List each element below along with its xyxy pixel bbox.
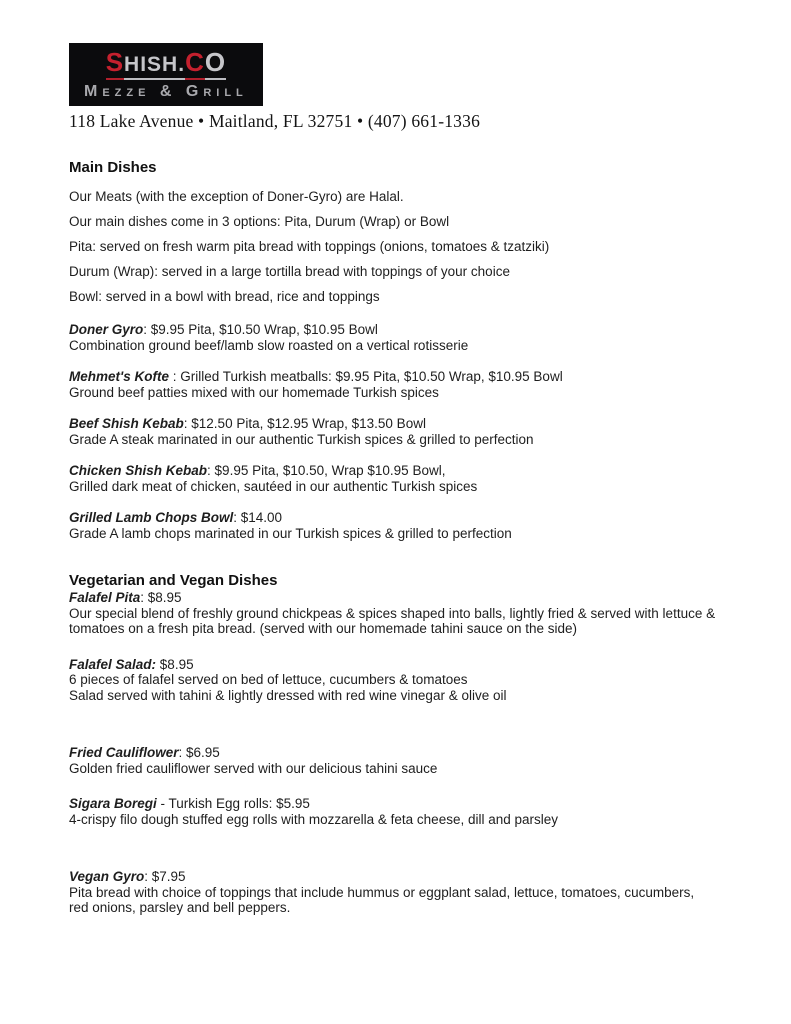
menu-item-grilled-lamb-chops-bowl [69,510,722,541]
intro-line: Bowl: served in a bowl with bread, rice and toppings [69,288,380,304]
main-dishes-intro [69,189,722,305]
menu-item-sigara-boregi [69,796,722,827]
item-price-line: : $14.00 [233,510,283,526]
brand-letter: O [205,50,226,80]
item-price-line: : $9.95 Pita, $10.50 Wrap, $10.95 Bowl [143,322,378,338]
item-name: Falafel Pita [69,590,141,606]
item-name: Fried Cauliflower [69,745,179,761]
item-name: Chicken Shish Kebab [69,463,208,479]
menu-item-falafel-pita [69,590,722,637]
item-desc-line: Golden fried cauliflower served with our delicious tahini sauce [69,760,438,776]
item-desc-line: tomatoes on a fresh pita bread. (served with our homemade tahini sauce on the side) [69,621,578,637]
main-dishes-items [69,322,722,541]
item-desc-line: Combination ground beef/lamb slow roasted on a vertical rotisserie [69,337,469,353]
item-desc-line: red onions, parsley and bell peppers. [69,900,291,916]
menu-item-beef-shish-kebab [69,416,722,447]
brand-tagline: Mezze & Grill [84,82,248,100]
section-main-dishes [69,159,722,542]
item-name: Sigara Boregi [69,796,157,812]
intro-line: Pita: served on fresh warm pita bread with toppings (onions, tomatoes & tzatziki) [69,238,550,254]
item-desc-line: 6 pieces of falafel served on bed of lettuce, cucumbers & tomatoes [69,672,468,688]
item-title-line [69,657,722,673]
item-desc-line: Salad served with tahini & lightly dressed with red wine vinegar & olive oil [69,687,507,703]
intro-line: Our main dishes come in 3 options: Pita, Durum (Wrap) or Bowl [69,213,450,229]
veg-items [69,590,722,916]
item-title-line [69,869,722,885]
section-heading: Vegetarian and Vegan Dishes [69,572,278,590]
item-price-line: $8.95 [156,656,194,672]
item-price-line: : $7.95 [144,869,186,885]
menu-item-vegan-gyro [69,869,722,916]
menu-item-chicken-shish-kebab [69,463,722,494]
item-title-line [69,322,722,338]
item-desc-line: Our special blend of freshly ground chickpeas & spices shaped into balls, lightly fried & served with lettuce & [69,605,716,621]
item-title-line [69,510,722,526]
menu-item-doner-gyro [69,322,722,353]
menu-item-fried-cauliflower [69,745,722,776]
item-desc-line: Grade A lamb chops marinated in our Turkish spices & grilled to perfection [69,525,512,541]
item-name: Doner Gyro [69,322,144,338]
restaurant-logo [69,43,263,106]
item-name: Mehmet's Kofte [69,369,169,385]
brand-letter: C [185,50,205,80]
item-desc-line: 4-crispy filo dough stuffed egg rolls with mozzarella & feta cheese, dill and parsley [69,811,559,827]
item-price-line: - Turkish Egg rolls: $5.95 [156,796,310,812]
intro-line: Our Meats (with the exception of Doner-Gyro) are Halal. [69,188,404,204]
item-price-line: : $8.95 [140,590,182,606]
item-title-line [69,463,722,479]
item-title-line [69,796,722,812]
item-price-line: : $9.95 Pita, $10.50, Wrap $10.95 Bowl, [207,463,446,479]
item-desc-line: Grade A steak marinated in our authentic Turkish spices & grilled to perfection [69,431,534,447]
menu-item-mehmets-kofte [69,369,722,400]
brand-letter: S [106,50,124,80]
header [69,43,722,132]
brand-name [84,47,248,80]
item-name: Grilled Lamb Chops Bowl [69,510,234,526]
brand-letter: HISH. [124,55,185,80]
menu-item-falafel-salad [69,657,722,704]
item-price-line: : $12.50 Pita, $12.95 Wrap, $13.50 Bowl [183,416,426,432]
section-heading: Main Dishes [69,158,157,176]
section-vegetarian-vegan [69,572,722,916]
item-desc-line: Ground beef patties mixed with our homemade Turkish spices [69,384,439,400]
item-price-line: : $6.95 [178,745,220,761]
item-name: Vegan Gyro [69,869,145,885]
intro-line: Durum (Wrap): served in a large tortilla bread with toppings of your choice [69,263,510,279]
item-title-line [69,416,722,432]
address-line: 118 Lake Avenue • Maitland, FL 32751 • (407) 661-1336 [69,110,481,131]
item-name: Falafel Salad: [69,656,157,672]
item-title-line [69,590,722,606]
item-desc-line: Grilled dark meat of chicken, sautéed in our authentic Turkish spices [69,478,478,494]
item-title-line [69,369,722,385]
item-name: Beef Shish Kebab [69,416,184,432]
item-desc-line: Pita bread with choice of toppings that include hummus or eggplant salad, lettuce, tomatoes, cucumbers, [69,884,695,900]
item-price-line: : Grilled Turkish meatballs: $9.95 Pita, $10.50 Wrap, $10.95 Bowl [168,369,563,385]
item-title-line [69,745,722,761]
